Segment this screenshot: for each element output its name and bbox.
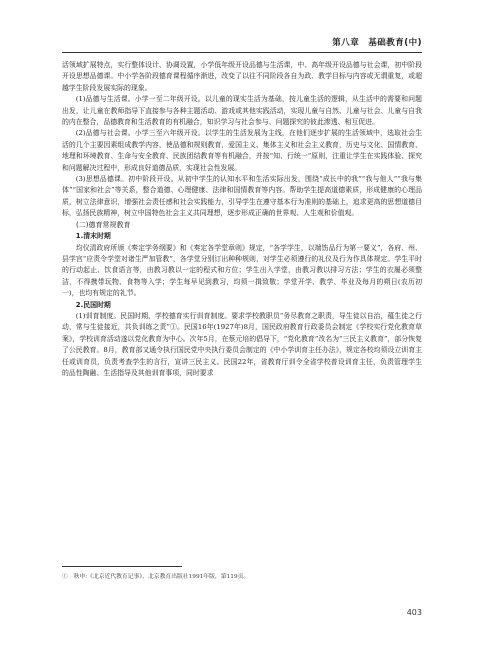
page-number: 403 [406,608,422,617]
main-text [62,60,422,379]
section-title: (二)德育常规教育 [76,220,131,229]
footnote: ① 秋申:《北京近代教育记事》，北京教育出版社1991年版，第119页。 [62,574,250,580]
footnote-rule [62,566,182,567]
subsection-title: 1.清末时期 [75,232,111,241]
running-head: 第八章 基础教育(中) [332,38,422,48]
paragraph: 均仪清政府所颁《奏定学务纲要》和《奏定各学堂章则》规定，“各学学生，以端饬品行为第一要义”，各府、州、县学宫“应责令学堂对诸生严加管教”，各学堂分别订出种种规则，对学生必须遵行的礼仪及行为作具体规定。学生平时的行动起止、饮食语言等，由教习教以一定的程式和方位；学生出入学堂，由教习教以排习方法；学生的衣履必须整洁，不得携带玩物、食物等入学；学生每早见到教习，均须一揖致敬；学堂开学、教学、毕业及每月的朔日(农历初一)，也均有规定的礼节。 [62,243,422,298]
subsection-title: 2.民国时期 [75,300,111,309]
paragraph: (1)训育制度。民国时期，学校德育实行训育制度。要求学校教职员“务尽教育之职责，导生徒以自治，蕴生徒之行动，常与生徒接近，共负训练之责”①。民国16年(1927年)8月，国民政府教育行政委员会制定《学校实行党化教育草案》，学校训育活动遂以党化教育为中心。次年5月，在蔡元培的倡导下，“党化教育”改名为“三民主义教育”，部分恢复了公民教育。8月，教育部又通令执行国民党中央执行委员会制定的《中小学训育主任办法》，规定各校均须设立训育主任或训育员，负责考查学生的言行，宣讲三民主义。民国22年，省教育厅训令全省学校普设训育主任，负责管理学生的品性陶融、生活指导及其他训育事项，同时要求 [62,311,422,377]
header-rule [62,52,422,53]
paragraph: 活领域扩展特点，实行整体设计、协调设置，小学低年级开设品德与生活课，中、高年级开设品德与社会课，初中阶段开设思想品德课。中小学各阶段德育课程循序渐进，改变了以往不同阶段各自为政、教学目标与内容或无谓重复，或超越学生阶段发展实际的现象。 [62,61,422,92]
paragraph: (1)品德与生活课。小学一至二年级开设。以儿童的现实生活为基础，按儿童生活的逻辑，从生活中的需要和问题出发，让儿童在教师指导下直接参与各种主题活动、游戏或其他实践活动，实现儿童与自然、儿童与社会、儿童与自我的内在整合，品德教育和生活教育的有机融合，知识学习与社会参与、问题探究的彼此渗透、相互促进。 [62,95,422,127]
paragraph: (2)品德与社会课。小学三至六年级开设。以学生的生活发展为主线，在他们逐步扩展的生活领域中，选取社会生活的几个主要因素组成教学内容，使品德和规则教育，爱国主义、集体主义和社会主义教育，历史与文化、国情教育、地理和环境教育、生命与安全教育、民族团结教育等有机融合，并按“知、行统一”原则，注重让学生在实践体验、探究和问题解决过程中，形成良好道德品质，实现社会性发展。 [62,129,422,172]
paragraph: (3)思想品德课。初中阶段开设。从初中学生的认知水平和生活实际出发，围绕“成长中的我”“我与他人”“我与集体”“国家和社会”等关系，整合道德、心理健康、法律和国情教育等内容。帮助学生提高道德素质，形成健康的心理品质，树立法律意识，增强社会责任感和社会实践能力，引导学生在遵守基本行为准则的基础上，追求更高的思想道德目标，弘扬民族精神，树立中国特色社会主义共同理想，逐步形成正确的世界观、人生观和价值观。 [62,175,422,218]
